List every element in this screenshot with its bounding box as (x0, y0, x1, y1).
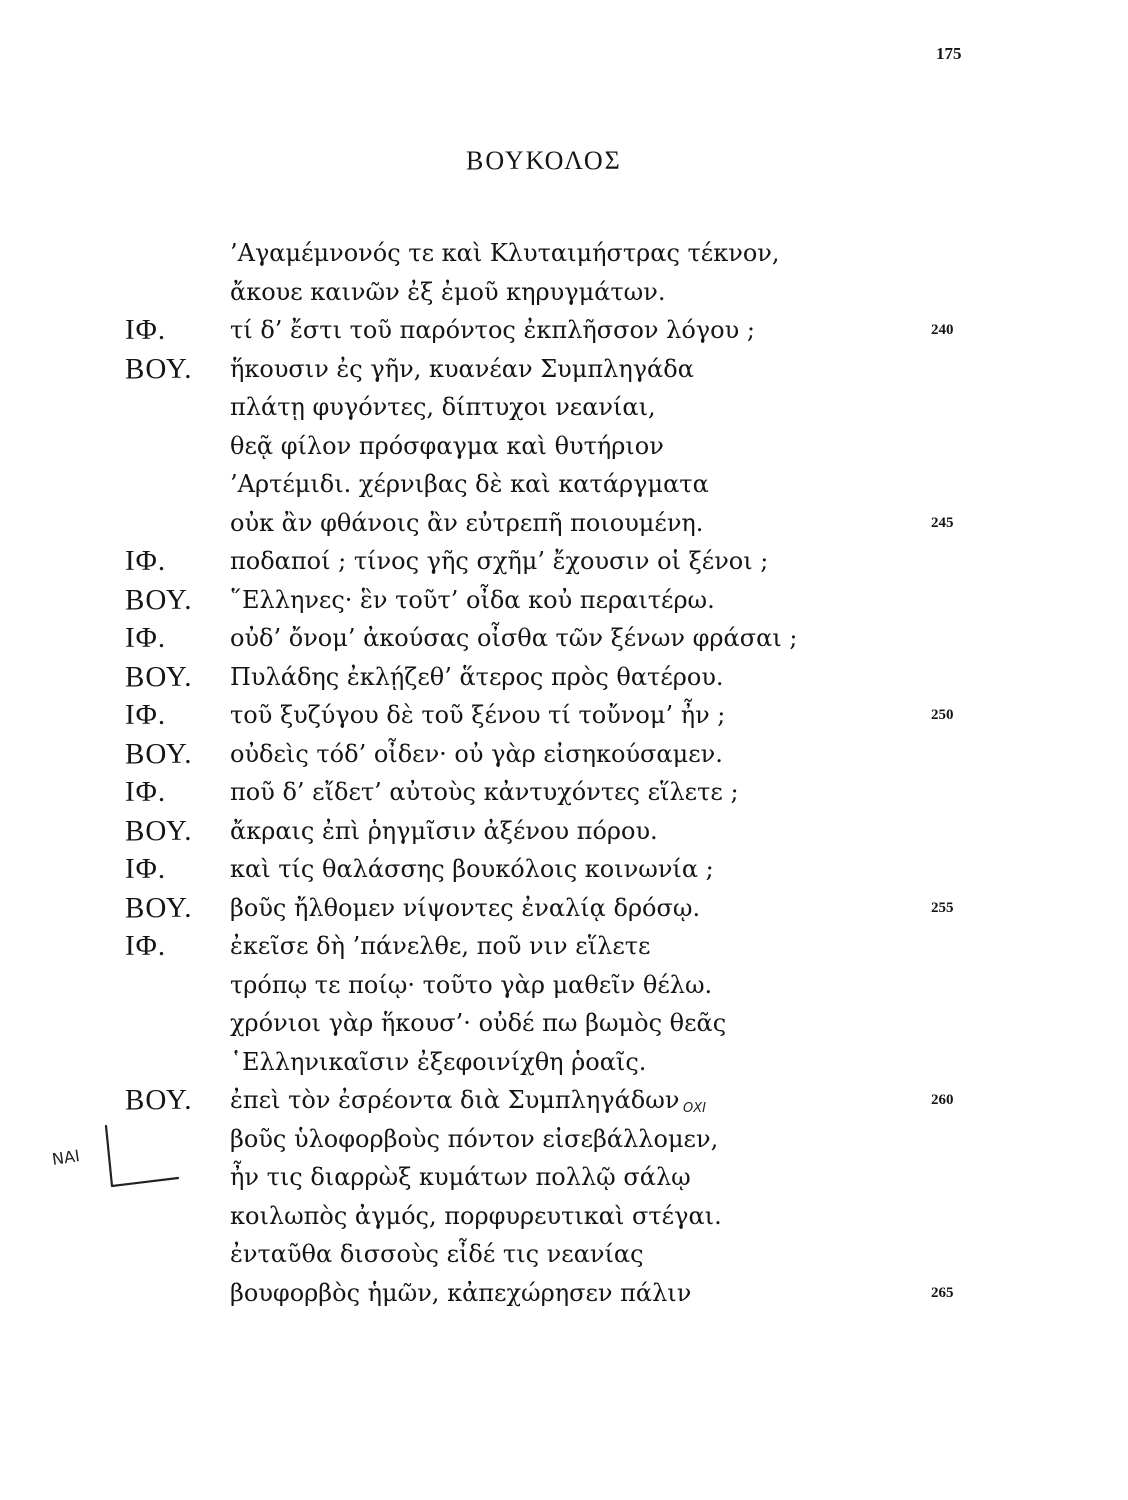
verse-text-line: ’Αρτέμιδι. χέρνιβας δὲ καὶ κατάργματα (230, 470, 709, 498)
verse-text-line: ἄκουε καινῶν ἐξ ἐμοῦ κηρυγμάτων. (230, 277, 666, 306)
line-number: 245 (931, 514, 954, 531)
verse-line (0, 927, 1128, 966)
verse-line (0, 542, 1128, 581)
verse-line (0, 1004, 1128, 1043)
verse-text-line: πλάτῃ φυγόντες, δίπτυχοι νεανίαι, (230, 393, 656, 421)
verse-text-line: ἐκεῖσε δὴ ’πάνελθε, ποῦ νιν εἵλετε (230, 932, 651, 960)
speaker-label: ΒΟΥ. (125, 814, 193, 847)
verse-text-line: βοῦς ἤλθομεν νίψοντες ἐναλίᾳ δρόσῳ. (230, 893, 701, 922)
speaker-label: ΙΦ. (125, 699, 167, 731)
speaker-label: ΒΟΥ. (125, 737, 193, 770)
page-number: 175 (936, 44, 962, 63)
verse-line (0, 773, 1128, 812)
speaker-label: ΒΟΥ. (125, 352, 193, 385)
verse-text-line: ἥκουσιν ἐς γῆν, κυανέαν Συμπληγάδα (230, 354, 694, 383)
verse-text-line: χρόνιοι γὰρ ἥκουσ’· οὐδέ πω βωμὸς θεᾶς (230, 1009, 727, 1037)
verse-line (0, 311, 1128, 350)
speaker-label: ΙΦ. (125, 776, 167, 808)
verse-line (0, 658, 1128, 697)
verse-text-line: ἐνταῦθα δισσοὺς εἶδέ τις νεανίας (230, 1240, 644, 1268)
verse-text-line: τί δ’ ἔστι τοῦ παρόντος ἐκπλῆσσον λόγου ; (230, 316, 755, 344)
line-number: 250 (931, 707, 954, 723)
speaker-label: ΙΦ. (125, 545, 167, 577)
verse-text-line: ἐπεὶ τὸν ἐσρέοντα διὰ Συμπληγάδων (230, 1086, 680, 1114)
speaker-label: ΒΟΥ. (125, 891, 193, 924)
line-number: 260 (931, 1092, 954, 1108)
speaker-label: ΙΦ. (125, 853, 167, 885)
verse-text-line: τοῦ ξυζύγου δὲ τοῦ ξένου τί τοὔνομ’ ἦν ; (230, 701, 726, 729)
verse-line (0, 1235, 1128, 1274)
verse-text-line: Πυλάδης ἐκλῄζεθ’ ἅτερος πρὸς θατέρου. (230, 662, 724, 691)
verse-line (0, 581, 1128, 620)
verse-text-line: θεᾷ φίλον πρόσφαγμα καὶ θυτήριον (230, 431, 664, 460)
verse-line (0, 273, 1128, 312)
line-number: 255 (931, 899, 954, 916)
verse-line (0, 234, 1128, 273)
line-number: 265 (931, 1284, 954, 1301)
verse-text-line: βουφορβὸς ἡμῶν, κἀπεχώρησεν πάλιν (230, 1278, 692, 1307)
verse-text-line: ’Αγαμέμνονός τε καὶ Κλυταιμήστρας τέκνον, (230, 239, 780, 267)
verse-text-line: βοῦς ὑλοφορβοὺς πόντον εἰσεβάλλομεν, (230, 1124, 719, 1153)
verse-text-line: οὐδ’ ὄνομ’ ἀκούσας οἶσθα τῶν ξένων φράσαι ; (230, 624, 798, 652)
handwritten-inline-note: ΟΧΙ (683, 1101, 706, 1116)
handwritten-margin-note: NAI (50, 1146, 81, 1169)
verse-text-line: ἄκραις ἐπὶ ῥηγμῖσιν ἀξένου πόρου. (230, 816, 658, 845)
verse-text-line: καὶ τίς θαλάσσης βουκόλοις κοινωνία ; (230, 855, 714, 883)
verse-line (0, 1197, 1128, 1236)
verse-line (0, 619, 1128, 658)
verse-text-line: ἦν τις διαρρὼξ κυμάτων πολλῷ σάλῳ (230, 1163, 691, 1191)
verse-line (0, 465, 1128, 504)
verse-line (0, 889, 1128, 928)
speaker-label: ΒΟΥ. (125, 1084, 193, 1116)
speaker-heading: ΒΟΥΚΟΛΟΣ (466, 146, 622, 175)
verse-text-line: ῾Ελληνικαῖσιν ἐξεφοινίχθη ῥοαῖς. (230, 1047, 647, 1076)
verse-line (0, 504, 1128, 543)
speaker-label: ΒΟΥ. (125, 583, 193, 616)
margin-bracket-mark (92, 1122, 182, 1192)
verse-text-line: οὐδεὶς τόδ’ οἶδεν· οὐ γὰρ εἰσηκούσαμεν. (230, 739, 723, 768)
verse-text-line: οὐκ ἂν φθάνοις ἂν εὐτρεπῆ ποιουμένη. (230, 508, 704, 537)
speaker-label: ΙΦ. (125, 314, 167, 346)
speaker-label: ΙΦ. (125, 622, 167, 654)
verse-line (0, 850, 1128, 889)
verse-line (0, 966, 1128, 1005)
line-number: 240 (931, 322, 954, 338)
speaker-label: ΙΦ. (125, 930, 167, 962)
verse-text-line: ποδαποί ; τίνος γῆς σχῆμ’ ἔχουσιν οἱ ξένοι ; (230, 547, 769, 575)
speaker-label: ΒΟΥ. (125, 660, 193, 693)
verse-line (0, 735, 1128, 774)
verse-line (0, 1274, 1128, 1313)
verse-line (0, 350, 1128, 389)
verse-line (0, 1043, 1128, 1082)
verse-text-line: ποῦ δ’ εἴδετ’ αὐτοὺς κἀντυχόντες εἵλετε ; (230, 778, 739, 806)
verse-line (0, 1081, 1128, 1120)
verse-line (0, 812, 1128, 851)
verse-text-line: κοιλωπὸς ἀγμός, πορφυρευτικαὶ στέγαι. (230, 1201, 722, 1230)
verse-line (0, 427, 1128, 466)
verse-line (0, 696, 1128, 735)
verse-text-line: τρόπῳ τε ποίῳ· τοῦτο γὰρ μαθεῖν θέλω. (230, 970, 713, 999)
verse-text-line: ῞Ελληνες· ἓν τοῦτ’ οἶδα κοὐ περαιτέρω. (230, 585, 715, 614)
verse-line (0, 388, 1128, 427)
